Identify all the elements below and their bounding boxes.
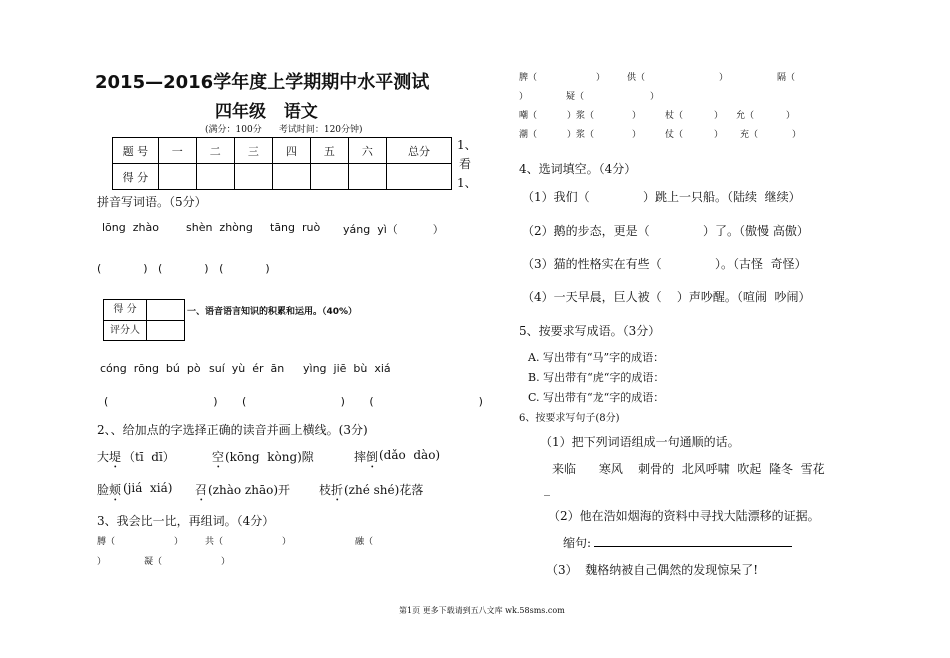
q3-word-slot: 共（ [205, 537, 224, 547]
pinyin-item: tāng ruò [270, 221, 321, 234]
score-cell-total[interactable] [386, 164, 451, 190]
q3-word-slot: 允（ [736, 111, 755, 121]
q2-options[interactable]: （tī dī） [123, 450, 175, 464]
grader-box [103, 299, 185, 341]
q2-options[interactable]: (kōng kòng)隙 [225, 450, 314, 464]
q3-word-slot: ） [221, 557, 231, 567]
q6-sub3: （3） 魏格纳被自己偶然的发现惊呆了! [546, 563, 759, 577]
score-header-total: 总分 [386, 138, 451, 164]
q3-word-slot: 融（ [355, 537, 374, 547]
q3-word-slot: 充（ [740, 130, 759, 140]
q3-word-slot: ） [174, 537, 184, 547]
q6-prompt: 6、按要求写句子(8分) [519, 413, 620, 424]
q4-item[interactable]: （3）猫的性格实在有些（ ）。（古怪 奇怪） [522, 257, 807, 271]
q2-dotted-char: 召 [195, 483, 208, 497]
q5-item[interactable]: C. 写出带有“龙“字的成语： [528, 391, 665, 404]
q2-options[interactable]: (zhé shé)花落 [344, 483, 424, 497]
q2-line [97, 481, 457, 499]
q3-word-slot: ） [714, 111, 724, 121]
q4-item[interactable]: （2）鹅的步态，更是（ ）了。（傲慢 高傲） [522, 224, 809, 238]
q3-word-slot: 杖（ [665, 111, 684, 121]
score-cell[interactable] [234, 164, 272, 190]
q2-word: 脸 [97, 483, 110, 497]
q2-options[interactable]: (zhào zhāo)开 [208, 483, 291, 497]
grader-score-cell[interactable] [147, 300, 184, 321]
q3-word-slot: ） [650, 92, 660, 102]
q6-shrink-answer-line[interactable] [594, 546, 792, 547]
exam-subtitle: 四年级 语文 [215, 102, 318, 122]
page-footer: 第1页 更多下载请到五八文库 wk.58sms.com [399, 606, 565, 615]
score-table [112, 137, 452, 190]
q3-word-slot: 隔（ [777, 73, 796, 83]
q2-dotted-char: 颊 [109, 483, 122, 497]
pinyin-answer-blanks[interactable]: ( ) ( ) ( ) [104, 395, 483, 408]
score-header-col: 三 [234, 138, 272, 164]
q3-word-slot: ） [282, 537, 292, 547]
exam-meta: (满分：100分 考试时间：120分钟) [205, 125, 363, 135]
q3-word-slot: ） [714, 130, 724, 140]
q3-prompt: 3、我会比一比，再组词。（4分） [97, 514, 275, 528]
grader-name-cell[interactable] [147, 321, 184, 340]
score-header-col: 五 [310, 138, 348, 164]
pinyin-item: lōng zhào [102, 221, 159, 234]
q3-word-slot: ） [632, 111, 642, 121]
score-cell[interactable] [158, 164, 196, 190]
q3-word-slot: 仗（ [665, 130, 684, 140]
q6-shrink-label: 缩句: [563, 536, 592, 550]
q5-item[interactable]: B. 写出带有“虎“字的成语： [528, 371, 665, 384]
q3-word-slot: 凝（ [144, 557, 163, 567]
score-cell[interactable] [348, 164, 386, 190]
exam-title: 2015—2016学年度上学期期中水平测试 [95, 72, 430, 93]
q3-word-slot: ） [792, 130, 802, 140]
q2-dotted-char: 倒 [366, 450, 379, 464]
q4-item[interactable]: （1）我们（ ）跳上一只船。（陆续 继续） [522, 190, 801, 204]
pinyin-item: cóng rōng bú pò [100, 362, 201, 375]
pinyin-section-intro: 拼音写词语。（5分） [97, 195, 207, 209]
section1-heading: 一、语音语言知识的积累和运用。（40%） [187, 307, 358, 317]
side-mark: 看 [459, 157, 472, 171]
pinyin-item: shèn zhòng [186, 221, 253, 234]
q5-prompt: 5、按要求写成语。（3分） [519, 324, 661, 338]
score-header-col: 二 [196, 138, 234, 164]
score-cell[interactable] [310, 164, 348, 190]
q3-word-slot: 膊（ [97, 537, 116, 547]
q6-sub2: （2）他在浩如烟海的资料中寻找大陆漂移的证据。 [548, 509, 820, 523]
q3-word-slot: ） [786, 111, 796, 121]
q3-word-slot: ） [596, 73, 606, 83]
q3-word-slot: ） [519, 92, 529, 102]
q6-answer-line[interactable]: _ [544, 482, 550, 496]
q3-word-slot: ）浆（ [567, 130, 595, 140]
q5-item[interactable]: A. 写出带有“马”字的成语： [528, 351, 665, 364]
grader-score-label: 得 分 [104, 300, 147, 321]
q3-word-slot: ） [632, 130, 642, 140]
q2-dotted-char: 空 [212, 450, 225, 464]
q2-options[interactable]: (dǎo dào) [379, 448, 441, 462]
q3-word-slot: 供（ [627, 73, 646, 83]
pinyin-answer-blanks[interactable]: ( ) ( ) ( ) [97, 262, 270, 275]
q2-word: 枝 [319, 483, 332, 497]
side-mark: 1、 [457, 176, 477, 190]
q3-word-slot: ）浆（ [567, 111, 595, 121]
q2-options[interactable]: (jiá xiá) [123, 481, 173, 495]
q2-dotted-char: 折 [331, 483, 344, 497]
q3-word-slot: 潮（ [519, 130, 538, 140]
q3-word-slot: ） [97, 557, 107, 567]
q4-prompt: 4、选词填空。（4分） [519, 162, 637, 176]
score-cell[interactable] [272, 164, 310, 190]
side-mark: 1、 [457, 138, 477, 152]
score-header-col: 四 [272, 138, 310, 164]
score-header-label: 题 号 [113, 138, 159, 164]
q6-sub1: （1）把下列词语组成一句通顺的话。 [540, 435, 740, 449]
pinyin-item: suí yù ér ān [209, 362, 285, 375]
q2-word: 摔 [354, 450, 367, 464]
pinyin-item: yìng jiē bù xiá [303, 362, 391, 375]
score-cell[interactable] [196, 164, 234, 190]
q4-item[interactable]: （4）一天早晨，巨人被（ ）声吵醒。（喧闹 吵闹） [522, 290, 811, 304]
pinyin-item: yáng yì（ ） [343, 223, 444, 236]
q2-dotted-char: 堤 [109, 450, 122, 464]
q3-word-slot: 脾（ [519, 73, 538, 83]
q2-prompt: 2、、给加点的字选择正确的读音并画上横线。(3分) [97, 423, 368, 437]
q3-word-slot: ） [719, 73, 729, 83]
score-header-col: 六 [348, 138, 386, 164]
q6-word-list: 来临 寒风 刺骨的 北风呼啸 吹起 隆冬 雪花 [552, 462, 825, 476]
q2-line [97, 448, 457, 466]
q3-word-slot: 疑（ [566, 92, 585, 102]
grader-name-label: 评分人 [104, 321, 147, 340]
score-row-label: 得 分 [113, 164, 159, 190]
q3-word-slot: 嘲（ [519, 111, 538, 121]
q2-word: 大 [97, 450, 110, 464]
score-header-col: 一 [158, 138, 196, 164]
